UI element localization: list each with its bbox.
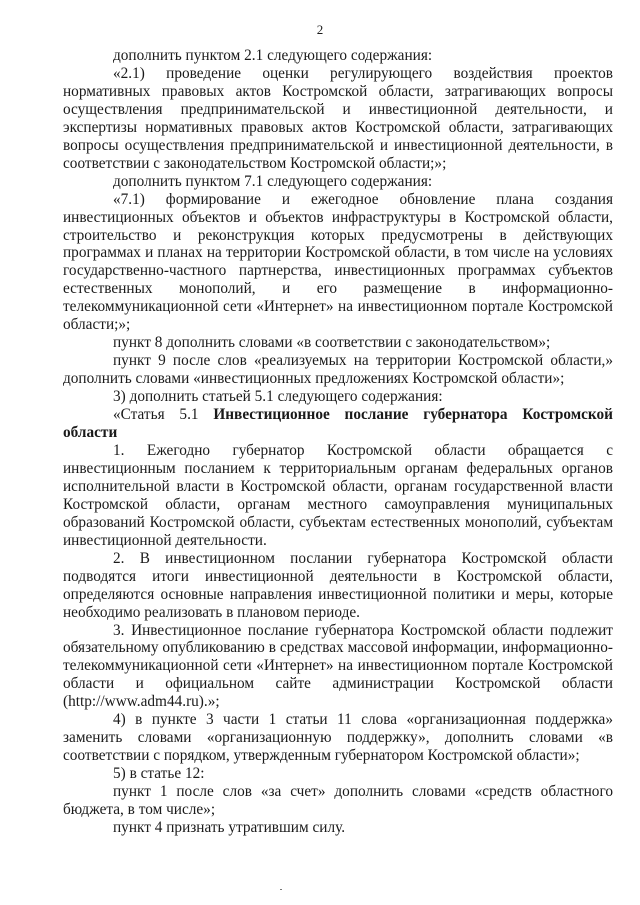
paragraph: пункт 4 признать утратившим силу.: [113, 818, 346, 836]
document-body: [63, 47, 613, 837]
paragraph: пункт 8 дополнить словами «в соответствии с законодательством»;: [113, 334, 551, 352]
article-heading-title: Инвестиционное послание губернатора Костромской области: [63, 406, 613, 442]
paragraph: «7.1) формирование и ежегодное обновление плана создания инвестиционных объектов и объектов инфраструктуры в Костромской области, строительство и реконструкция которых предусмотрены в действующих программах и планах на территории Костромской области, в том числе на условиях государственно-частного партнерства, инвестиционных программах субъектов естественных монополий, и его размещение в информационно-телекоммуникационной сети «Интернет» на инвестиционном портале Костромской области;»;: [63, 190, 613, 334]
article-heading: [63, 406, 613, 442]
paragraph: 3) дополнить статьей 5.1 следующего содержания:: [113, 388, 443, 406]
paragraph: пункт 1 после слов «за счет» дополнить словами «средств областного бюджета, в том числе»;: [63, 783, 613, 819]
paragraph: «2.1) проведение оценки регулирующего воздействия проектов нормативных правовых актов Костромской области, затрагивающих вопросы осуществления предпринимательской и инвестиционной деятельности, и экспертизы нормативных правовых актов Костромской области, затрагивающих вопросы осуществления предпринимательской и инвестиционной деятельности, в соответствии с законодательством Костромской области;»;: [63, 64, 613, 172]
paragraph: пункт 9 после слов «реализуемых на территории Костромской области,» дополнить словами «инвестиционных предложениях Костромской области»;: [63, 352, 613, 388]
paragraph: 5) в статье 12:: [113, 765, 205, 783]
page-number: 2: [316, 22, 324, 37]
paragraph: дополнить пунктом 2.1 следующего содержания:: [113, 47, 433, 64]
article-paragraph: 1. Ежегодно губернатор Костромской области обращается с инвестиционным посланием к территориальным органам федеральных органов исполнительной власти в Костромской области, органам государственной власти Костромской области, органам местного самоуправления муниципальных образований Костромской области, субъектам естественных монополий, субъектам инвестиционной деятельности.: [63, 441, 613, 549]
paragraph: 4) в пункте 3 части 1 статьи 11 слова «организационная поддержка» заменить словами «организационную поддержку», дополнить словами «в соответствии с порядком, утвержденным губернатором Костромской области»;: [63, 711, 613, 765]
article-paragraph: 3. Инвестиционное послание губернатора Костромской области подлежит обязательному опубликованию в средствах массовой информации, информационно-телекоммуникационной сети «Интернет» на инвестиционном портале Костромской области и официальном сайте администрации Костромской области (http://www.adm44.ru).»;: [63, 621, 613, 711]
article-paragraph: 2. В инвестиционном послании губернатора Костромской области подводятся итоги инвестиционной деятельности в Костромской области, определяются основные направления инвестиционной политики и меры, которые необходимо реализовать в плановом периоде.: [63, 549, 613, 621]
article-heading-prefix: «Статья 5.1: [113, 406, 214, 424]
scan-speck: [280, 889, 282, 890]
paragraph: дополнить пунктом 7.1 следующего содержания:: [113, 172, 433, 190]
